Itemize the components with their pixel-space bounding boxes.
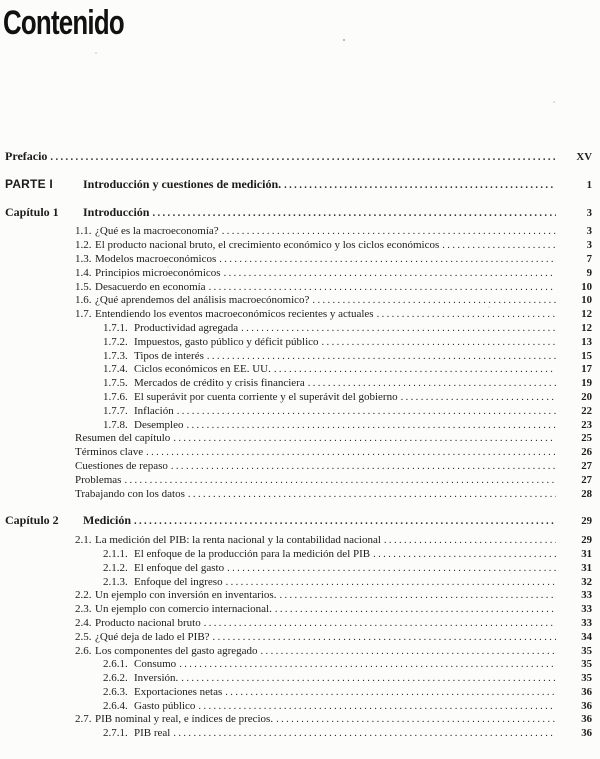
toc-row-endmatter bbox=[0, 488, 600, 502]
dot-leader bbox=[207, 350, 556, 364]
toc-entry-number: 2.4. bbox=[75, 616, 92, 629]
dot-leader bbox=[373, 548, 556, 562]
toc-row-section bbox=[0, 253, 600, 267]
toc-entry-label: Capítulo 1 bbox=[5, 204, 59, 219]
toc-row-subsection bbox=[0, 658, 600, 672]
toc-row-endmatter bbox=[0, 474, 600, 488]
toc-entry-title: Principios microeconómicos bbox=[95, 266, 221, 279]
dot-leader bbox=[322, 336, 556, 350]
toc-entry-title: Productividad agregada bbox=[134, 321, 239, 334]
toc-entry-number: 2.1.2. bbox=[103, 561, 128, 574]
toc-row-subsection bbox=[0, 377, 600, 391]
toc-entry-number: 2.7.1. bbox=[103, 727, 128, 740]
dot-leader bbox=[152, 207, 556, 221]
toc-row-section bbox=[0, 645, 600, 659]
toc-entry-page: 36 bbox=[581, 699, 592, 712]
toc-entry-title: Entendiendo los eventos macroeconómicos recientes y actuales bbox=[95, 308, 374, 321]
toc-entry-page: 12 bbox=[581, 308, 592, 321]
toc-entry-title: El superávit por cuenta corriente y el superávit del gobierno bbox=[134, 390, 398, 403]
toc-entry-number: 2.6.4. bbox=[103, 699, 128, 712]
toc-entry-number: 1.6. bbox=[75, 294, 92, 307]
dot-leader bbox=[275, 603, 556, 617]
toc-entry-page: 19 bbox=[581, 377, 592, 390]
toc-entry-title: Medición bbox=[83, 513, 131, 528]
dot-leader bbox=[279, 589, 556, 603]
dot-leader bbox=[442, 239, 556, 253]
toc-entry-title: Problemas bbox=[75, 473, 122, 486]
toc-entry-title: Exportaciones netas bbox=[134, 685, 223, 698]
dot-leader bbox=[177, 405, 556, 419]
dot-leader bbox=[186, 419, 556, 433]
toc-entry-number: 1.4. bbox=[75, 266, 92, 279]
toc-entry-title: Producto nacional bruto bbox=[95, 616, 201, 629]
toc-entry-page: 10 bbox=[581, 280, 592, 293]
dot-leader bbox=[173, 727, 556, 741]
toc-entry-label: PARTE I bbox=[5, 176, 53, 191]
toc-list bbox=[0, 150, 600, 741]
toc-row-subsection bbox=[0, 336, 600, 350]
toc-row-subsection bbox=[0, 391, 600, 405]
dot-leader bbox=[146, 446, 556, 460]
dot-leader bbox=[134, 515, 556, 529]
dot-leader bbox=[50, 151, 556, 165]
toc-entry-number: 2.6.2. bbox=[103, 672, 128, 685]
dot-leader bbox=[384, 534, 556, 548]
toc-entry-title: Modelos macroeconómicos bbox=[95, 252, 217, 265]
dot-leader bbox=[198, 700, 556, 714]
toc-entry-number: 2.2. bbox=[75, 589, 92, 602]
toc-row-section bbox=[0, 617, 600, 631]
dot-leader bbox=[308, 377, 556, 391]
toc-row-section bbox=[0, 308, 600, 322]
toc-entry-title: PIB nominal y real, e índices de precios. bbox=[95, 713, 274, 726]
toc-entry-title: Prefacio bbox=[5, 149, 48, 163]
dot-leader bbox=[401, 391, 556, 405]
toc-entry-page: 28 bbox=[581, 487, 592, 500]
toc-row-section bbox=[0, 294, 600, 308]
toc-entry-title: Desacuerdo en economía bbox=[95, 280, 206, 293]
toc-entry-page: 32 bbox=[581, 575, 592, 588]
toc-entry-number: 2.6.3. bbox=[103, 685, 128, 698]
toc-entry-title: Términos clave bbox=[75, 446, 144, 459]
toc-row-section bbox=[0, 713, 600, 727]
toc-entry-title: Introducción bbox=[83, 204, 150, 219]
toc-entry-number: 2.1.1. bbox=[103, 547, 128, 560]
toc-entry-page: 12 bbox=[581, 321, 592, 334]
toc-row-chapter bbox=[0, 206, 600, 221]
toc-entry-page: 33 bbox=[581, 589, 592, 602]
toc-entry-page: XV bbox=[576, 151, 592, 163]
toc-entry-title: El producto nacional bruto, el crecimiento económico y los ciclos económicos bbox=[95, 239, 440, 252]
toc-entry-title: PIB real bbox=[134, 727, 171, 740]
toc-entry-title: Impuestos, gasto público y déficit público bbox=[134, 335, 319, 348]
toc-entry-page: 3 bbox=[586, 206, 592, 219]
toc-entry-title: Desempleo bbox=[134, 418, 184, 431]
toc-entry-title: El enfoque de la producción para la medición del PIB bbox=[134, 547, 371, 560]
toc-entry-title: Consumo bbox=[134, 658, 177, 671]
dot-leader bbox=[173, 432, 556, 446]
toc-entry-number: 1.7. bbox=[75, 308, 92, 321]
toc-entry-page: 15 bbox=[581, 349, 592, 362]
dot-leader bbox=[209, 281, 556, 295]
toc-entry-number: 1.7.7. bbox=[103, 404, 128, 417]
toc-entry-number: 1.7.5. bbox=[103, 377, 128, 390]
toc-row-section bbox=[0, 603, 600, 617]
toc-entry-page: 13 bbox=[581, 335, 592, 348]
toc-row-section bbox=[0, 631, 600, 645]
toc-entry-title: ¿Qué aprendemos del análisis macroecónomico? bbox=[95, 294, 310, 307]
toc-entry-page: 22 bbox=[581, 404, 592, 417]
dot-leader bbox=[241, 322, 556, 336]
toc-entry-number: 1.5. bbox=[75, 280, 92, 293]
toc-entry-title: Introducción y cuestiones de medición. bbox=[83, 176, 282, 191]
toc-row-subsection bbox=[0, 405, 600, 419]
toc-entry-title: Un ejemplo con inversión en inventarios. bbox=[95, 589, 277, 602]
dot-leader bbox=[261, 645, 556, 659]
dot-leader bbox=[188, 488, 556, 502]
toc-row-section bbox=[0, 225, 600, 239]
dot-leader bbox=[219, 253, 556, 267]
dot-leader bbox=[227, 562, 556, 576]
dot-leader bbox=[171, 460, 556, 474]
dot-leader bbox=[224, 267, 556, 281]
toc-entry-title: Gasto público bbox=[134, 699, 196, 712]
toc-entry-page: 27 bbox=[581, 473, 592, 486]
toc-entry-page: 29 bbox=[581, 515, 592, 528]
dot-leader bbox=[226, 576, 556, 590]
toc-row-section bbox=[0, 281, 600, 295]
toc-entry-number: 1.7.1. bbox=[103, 321, 128, 334]
toc-entry-page: 35 bbox=[581, 658, 592, 671]
toc-entry-number: 1.7.6. bbox=[103, 390, 128, 403]
toc-entry-page: 36 bbox=[581, 685, 592, 698]
toc-entry-page: 17 bbox=[581, 363, 592, 376]
page-title: Contenido bbox=[3, 4, 124, 42]
toc-entry-title: Los componentes del gasto agregado bbox=[95, 644, 258, 657]
toc-entry-page: 35 bbox=[581, 644, 592, 657]
toc-row-endmatter bbox=[0, 460, 600, 474]
toc-entry-page: 27 bbox=[581, 459, 592, 472]
toc-entry-title: Inversión. bbox=[134, 672, 179, 685]
toc-entry-number: 1.1. bbox=[75, 225, 92, 238]
toc-row-subsection bbox=[0, 562, 600, 576]
dot-leader bbox=[179, 658, 556, 672]
toc-entry-title: Enfoque del ingreso bbox=[134, 575, 223, 588]
dot-leader bbox=[204, 617, 556, 631]
toc-entry-number: 1.7.8. bbox=[103, 418, 128, 431]
toc-entry-page: 29 bbox=[581, 534, 592, 547]
toc-entry-number: 1.3. bbox=[75, 252, 92, 265]
toc-entry-page: 9 bbox=[586, 266, 592, 279]
toc-entry-title: Tipos de interés bbox=[134, 349, 204, 362]
toc-entry-page: 34 bbox=[581, 630, 592, 643]
toc-entry-page: 25 bbox=[581, 432, 592, 445]
toc-row-chapter bbox=[0, 514, 600, 529]
toc-row-section bbox=[0, 267, 600, 281]
toc-entry-page: 36 bbox=[581, 727, 592, 740]
toc-entry-title: La medición del PIB: la renta nacional y la contabilidad nacional bbox=[95, 534, 381, 547]
toc-row-subsection bbox=[0, 576, 600, 590]
dot-leader bbox=[181, 672, 556, 686]
dot-leader bbox=[312, 294, 556, 308]
toc-entry-page: 36 bbox=[581, 713, 592, 726]
dot-leader bbox=[222, 225, 556, 239]
toc-entry-number: 1.7.4. bbox=[103, 363, 128, 376]
toc-entry-page: 7 bbox=[586, 252, 592, 265]
toc-entry-page: 35 bbox=[581, 672, 592, 685]
dot-leader bbox=[284, 179, 556, 193]
toc-entry-title: Resumen del capítulo bbox=[75, 432, 171, 445]
toc-entry-page: 3 bbox=[586, 239, 592, 252]
toc-entry-title: Mercados de crédito y crisis financiera bbox=[134, 377, 305, 390]
toc-entry-number: 1.7.2. bbox=[103, 335, 128, 348]
toc-entry-number: 2.7. bbox=[75, 713, 92, 726]
toc-entry-number: 2.6. bbox=[75, 644, 92, 657]
toc-entry-page: 31 bbox=[581, 561, 592, 574]
toc-row-section bbox=[0, 589, 600, 603]
toc-row-subsection bbox=[0, 363, 600, 377]
toc-row-subsection bbox=[0, 686, 600, 700]
toc-entry-title: Trabajando con los datos bbox=[75, 487, 185, 500]
toc-entry-title: El enfoque del gasto bbox=[134, 561, 225, 574]
toc-entry-title: Cuestiones de repaso bbox=[75, 459, 168, 472]
toc-entry-title: Un ejemplo con comercio internacional. bbox=[95, 603, 272, 616]
toc-entry-number: 2.3. bbox=[75, 603, 92, 616]
toc-row-part bbox=[0, 178, 600, 193]
toc-entry-page: 31 bbox=[581, 547, 592, 560]
toc-entry-page: 33 bbox=[581, 616, 592, 629]
toc-row-subsection bbox=[0, 700, 600, 714]
toc-entry-number: 2.1.3. bbox=[103, 575, 128, 588]
toc-entry-page: 10 bbox=[581, 294, 592, 307]
toc-entry-number: 2.6.1. bbox=[103, 658, 128, 671]
toc-entry-label: Capítulo 2 bbox=[5, 513, 59, 528]
dot-leader bbox=[225, 686, 556, 700]
dot-leader bbox=[276, 713, 556, 727]
dot-leader bbox=[124, 474, 556, 488]
toc-entry-number: 2.1. bbox=[75, 534, 92, 547]
toc-row-front bbox=[0, 150, 600, 165]
toc-row-subsection bbox=[0, 672, 600, 686]
toc-row-subsection bbox=[0, 419, 600, 433]
toc-entry-title: Inflación bbox=[134, 404, 174, 417]
toc-entry-title: Ciclos económicos en EE. UU. bbox=[134, 363, 271, 376]
toc-row-endmatter bbox=[0, 432, 600, 446]
toc-entry-title: ¿Qué es la macroeconomía? bbox=[95, 225, 219, 238]
toc-row-subsection bbox=[0, 548, 600, 562]
toc-entry-page: 1 bbox=[586, 178, 592, 191]
toc-row-section bbox=[0, 534, 600, 548]
toc-entry-page: 20 bbox=[581, 390, 592, 403]
toc-row-section bbox=[0, 239, 600, 253]
toc-entry-page: 3 bbox=[586, 225, 592, 238]
toc-entry-number: 1.2. bbox=[75, 239, 92, 252]
toc-entry-number: 1.7.3. bbox=[103, 349, 128, 362]
toc-entry-page: 23 bbox=[581, 418, 592, 431]
toc-entry-number: 2.5. bbox=[75, 630, 92, 643]
toc-entry-title: ¿Qué deja de lado el PIB? bbox=[95, 630, 210, 643]
toc-row-endmatter bbox=[0, 446, 600, 460]
dot-leader bbox=[274, 363, 556, 377]
toc-entry-page: 33 bbox=[581, 603, 592, 616]
dot-leader bbox=[213, 631, 556, 645]
toc-row-subsection bbox=[0, 727, 600, 741]
toc-row-subsection bbox=[0, 350, 600, 364]
toc-entry-page: 26 bbox=[581, 446, 592, 459]
toc-row-subsection bbox=[0, 322, 600, 336]
dot-leader bbox=[377, 308, 556, 322]
